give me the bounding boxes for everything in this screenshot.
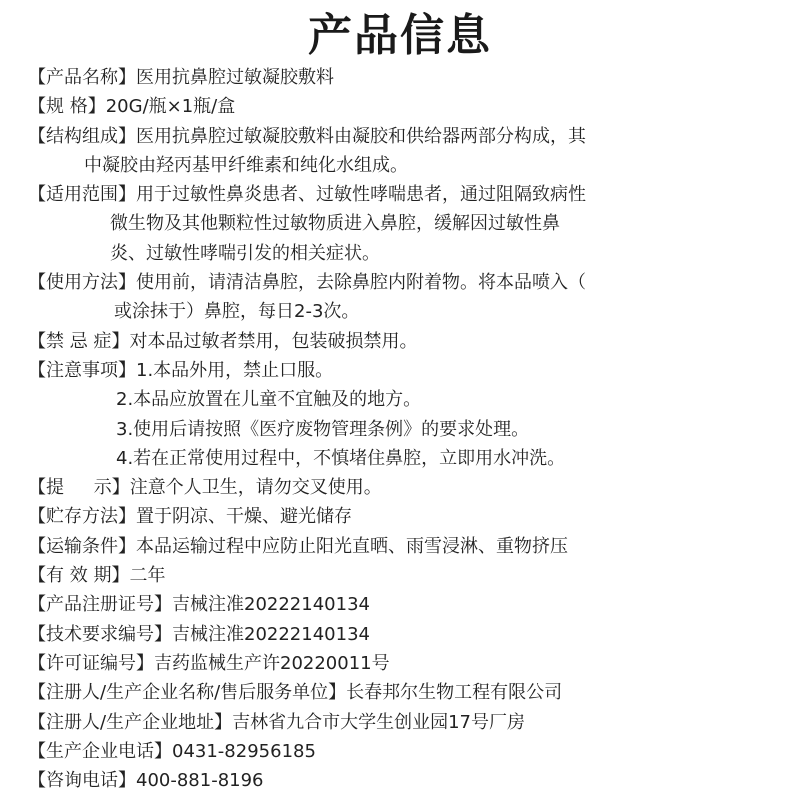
row-label: 【贮存方法】 [28,506,136,528]
row-value: 医用抗鼻腔过敏凝胶敷料 [136,67,334,88]
row-precautions-4: 4.若在正常使用过程中，不慎堵住鼻腔，立即用水冲洗。 [116,447,566,469]
row-label: 【咨询电话】 [28,770,136,792]
row-tech-req-no [28,620,788,649]
row-label: 【使用方法】 [28,272,136,294]
row-label: 【许可证编号】 [28,652,154,674]
row-hotline [28,766,788,795]
row-value: 用于过敏性鼻炎患者、过敏性哮喘患者，通过阻隔致病性 [136,184,586,206]
row-composition [28,122,788,151]
row-value: 吉械注准20222140134 [172,594,370,616]
row-scope-cont-2: 炎、过敏性哮喘引发的相关症状。 [110,242,380,264]
row-factory-phone [28,737,788,766]
row-composition-cont: 中凝胶由羟丙基甲纤维素和纯化水组成。 [84,154,408,176]
row-label: 【注意事项】 [28,359,136,381]
row-label: 【提 示】 [28,477,130,499]
row-expiry [28,561,788,590]
row-value: 二年 [129,565,166,587]
row-scope-cont-1: 微生物及其他颗粒性过敏物质进入鼻腔，缓解因过敏性鼻 [110,213,560,235]
row-license-no [28,649,788,678]
info-list [28,63,788,795]
row-transport [28,532,788,561]
row-label: 【生产企业电话】 [28,740,172,762]
row-value: 对本品过敏者禁用，包装破损禁用。 [129,330,418,352]
row-value: 置于阴凉、干燥、避光储存 [136,506,352,528]
row-tips [28,473,788,502]
row-label: 【结构组成】 [28,125,136,147]
row-label: 【注册人/生产企业名称/售后服务单位】 [28,682,347,704]
row-usage-cont: 或涂抹于）鼻腔，每日2-3次。 [114,301,360,323]
row-value: 吉药监械生产许20220011号 [154,652,390,674]
row-value: 20G/瓶×1瓶/盒 [105,96,236,118]
row-value: 长春邦尔生物工程有限公司 [346,682,563,704]
row-label: 【产品注册证号】 [28,594,172,616]
row-label: 【运输条件】 [28,535,136,557]
row-label: 【禁 忌 症】 [28,330,130,352]
row-precautions-3: 3.使用后请按照《医疗废物管理条例》的要求处理。 [116,418,530,440]
row-value: 医用抗鼻腔过敏凝胶敷料由凝胶和供给器两部分构成，其 [136,125,586,147]
page-title: 产品信息 [308,10,492,61]
row-address [28,708,788,737]
row-value: 400-881-8196 [136,770,264,792]
row-value: 吉林省九合市大学生创业园17号厂房 [232,711,525,733]
row-storage [28,502,788,531]
row-label: 【有 效 期】 [28,565,130,587]
row-value: 使用前，请清洁鼻腔，去除鼻腔内附着物。将本品喷入（ [136,272,586,294]
row-product-name [28,63,788,92]
row-value: 注意个人卫生，请勿交叉使用。 [129,477,382,499]
row-value: 0431-82956185 [172,740,316,762]
row-value: 1.本品外用，禁止口服。 [136,359,334,381]
row-manufacturer [28,678,788,707]
row-label: 【技术要求编号】 [28,623,172,645]
row-usage [28,268,788,297]
row-label: 【适用范围】 [28,184,136,206]
row-label: 【注册人/生产企业地址】 [28,711,233,733]
row-value: 吉械注准20222140134 [172,623,370,645]
row-label: 【产品名称】 [28,67,136,88]
row-label: 【规 格】 [28,96,106,118]
row-precautions [28,356,788,385]
row-precautions-2: 2.本品应放置在儿童不宜触及的地方。 [116,389,422,411]
row-contraindication [28,327,788,356]
row-spec [28,92,788,121]
row-scope [28,180,788,209]
row-registration-no [28,590,788,619]
row-value: 本品运输过程中应防止阳光直晒、雨雪浸淋、重物挤压 [136,535,568,557]
